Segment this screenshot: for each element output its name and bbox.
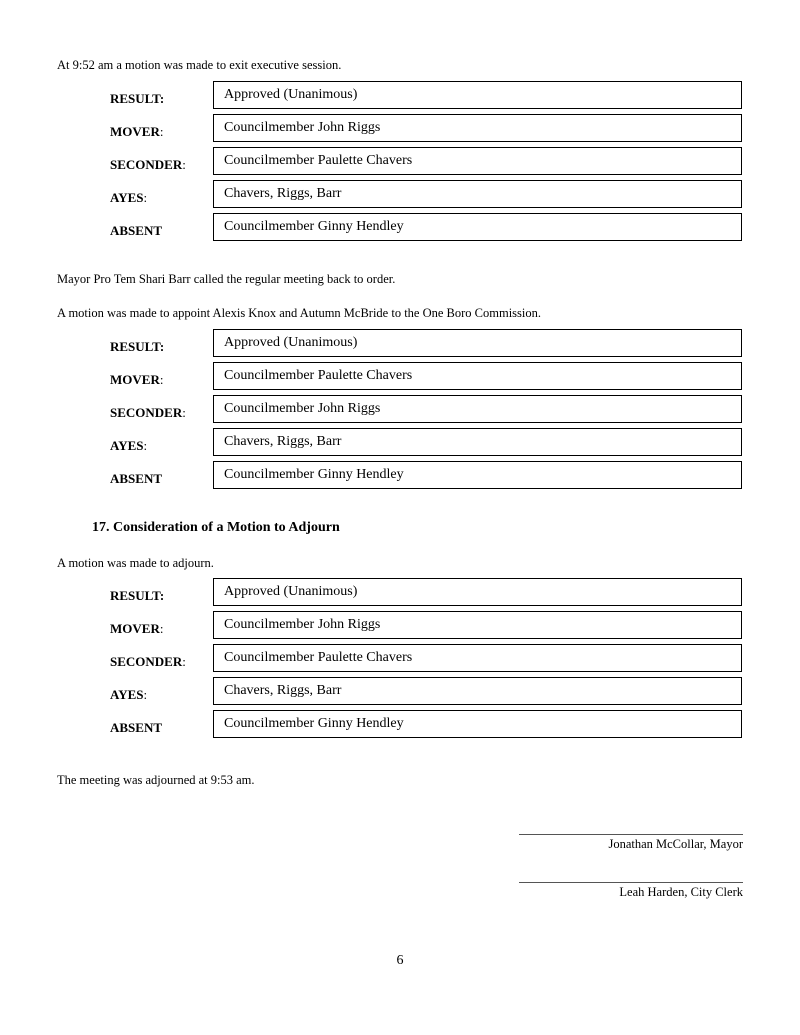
vote-row-seconder — [110, 147, 742, 180]
vote-table — [110, 81, 742, 246]
vote-row-absent — [110, 461, 742, 494]
mover-label: MOVER: — [110, 372, 164, 387]
ayes-label: AYES: — [110, 438, 148, 453]
vote-row-ayes — [110, 180, 742, 213]
result-value: Approved (Unanimous) — [213, 578, 742, 606]
vote-row-result — [110, 81, 742, 114]
vote-row-mover — [110, 362, 742, 395]
vote-row-result — [110, 578, 742, 611]
vote-row-seconder — [110, 644, 742, 677]
mover-value: Councilmember John Riggs — [213, 611, 742, 639]
vote-row-result — [110, 329, 742, 362]
mover-label: MOVER: — [110, 124, 164, 139]
absent-value: Councilmember Ginny Hendley — [213, 213, 742, 241]
vote-row-mover — [110, 114, 742, 147]
absent-value: Councilmember Ginny Hendley — [213, 461, 742, 489]
ayes-value: Chavers, Riggs, Barr — [213, 180, 742, 208]
page-number: 6 — [396, 953, 404, 968]
mover-value: Councilmember John Riggs — [213, 114, 742, 142]
seconder-label: SECONDER: — [110, 157, 186, 172]
appoint-motion-paragraph: A motion was made to appoint Alexis Knox and Autumn McBride to the One Boro Commission. — [57, 306, 541, 320]
section-heading: 17. Consideration of a Motion to Adjourn — [92, 520, 340, 535]
vote-row-seconder — [110, 395, 742, 428]
vote-table — [110, 329, 742, 494]
exit-session-paragraph: At 9:52 am a motion was made to exit executive session. — [57, 58, 342, 72]
result-value: Approved (Unanimous) — [213, 329, 742, 357]
absent-label: ABSENT — [110, 471, 163, 486]
clerk-signature-line: Leah Harden, City Clerk — [519, 882, 743, 900]
vote-row-mover — [110, 611, 742, 644]
vote-row-absent — [110, 213, 742, 246]
vote-row-ayes — [110, 677, 742, 710]
ayes-value: Chavers, Riggs, Barr — [213, 677, 742, 705]
result-value: Approved (Unanimous) — [213, 81, 742, 109]
absent-value: Councilmember Ginny Hendley — [213, 710, 742, 738]
result-label: RESULT: — [110, 588, 165, 603]
ayes-label: AYES: — [110, 190, 148, 205]
seconder-label: SECONDER: — [110, 405, 186, 420]
vote-row-ayes — [110, 428, 742, 461]
mayor-signature-line: Jonathan McCollar, Mayor — [519, 834, 743, 852]
mover-label: MOVER: — [110, 621, 164, 636]
adjourned-paragraph: The meeting was adjourned at 9:53 am. — [57, 773, 255, 787]
vote-row-absent — [110, 710, 742, 743]
seconder-value: Councilmember Paulette Chavers — [213, 147, 742, 175]
absent-label: ABSENT — [110, 720, 163, 735]
vote-table — [110, 578, 742, 743]
mover-value: Councilmember Paulette Chavers — [213, 362, 742, 390]
absent-label: ABSENT — [110, 223, 163, 238]
seconder-value: Councilmember Paulette Chavers — [213, 644, 742, 672]
seconder-value: Councilmember John Riggs — [213, 395, 742, 423]
adjourn-motion-paragraph: A motion was made to adjourn. — [57, 556, 214, 570]
seconder-label: SECONDER: — [110, 654, 186, 669]
ayes-value: Chavers, Riggs, Barr — [213, 428, 742, 456]
back-to-order-paragraph: Mayor Pro Tem Shari Barr called the regular meeting back to order. — [57, 272, 396, 286]
result-label: RESULT: — [110, 339, 165, 354]
result-label: RESULT: — [110, 91, 165, 106]
ayes-label: AYES: — [110, 687, 148, 702]
